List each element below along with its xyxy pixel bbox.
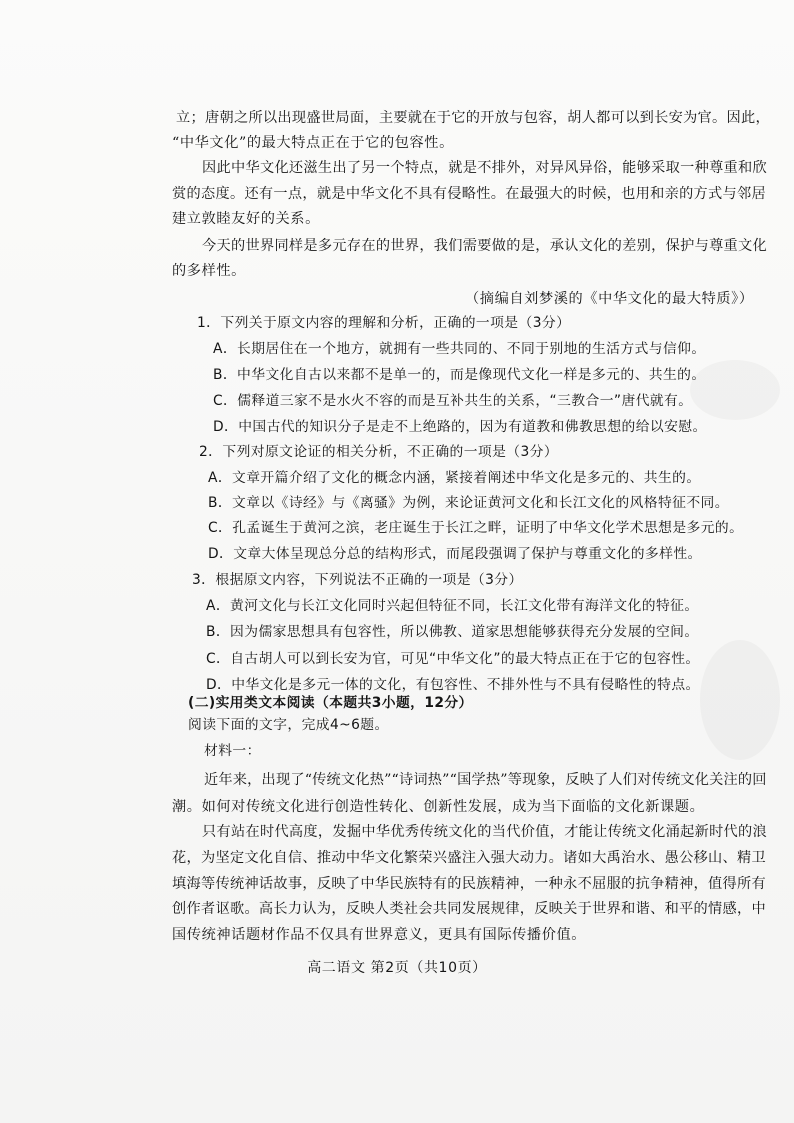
- question-1-stem: 1．下列关于原文内容的理解和分析，正确的一项是（3分）: [197, 315, 571, 331]
- question-3-stem: 3．根据原文内容，下列说法不正确的一项是（3分）: [192, 572, 523, 588]
- section-instruction: 阅读下面的文字，完成4~6题。: [188, 717, 389, 733]
- question-1-option-a: A．长期居住在一个地方，就拥有一些共同的、不同于别地的生活方式与信仰。: [213, 341, 706, 357]
- question-3-option-b: B．因为儒家思想具有包容性，所以佛教、道家思想能够获得充分发展的空间。: [206, 624, 699, 640]
- passage-source: （摘编自刘梦溪的《中华文化的最大特质》）: [465, 291, 754, 307]
- question-2-option-c: C．孔孟诞生于黄河之滨，老庄诞生于长江之畔，证明了中华文化学术思想是多元的。: [208, 520, 744, 536]
- material-line: 潮。如何对传统文化进行创造性转化、创新性发展，成为当下面临的文化新课题。: [172, 799, 705, 815]
- passage-line: 因此中华文化还滋生出了另一个特点，就是不排外，对异风异俗，能够采取一种尊重和欣: [202, 160, 768, 176]
- material-line: 国传统神话题材作品不仅具有世界意义，更具有国际传播价值。: [172, 927, 587, 943]
- passage-line: “中华文化”的最大特点正在于它的包容性。: [172, 135, 454, 151]
- question-3-option-d: D．中华文化是多元一体的文化，有包容性、不排外性与不具有侵略性的特点。: [206, 677, 700, 693]
- page-footer: 高二语文 第2页（共10页）: [307, 960, 487, 976]
- section-heading: (二)实用类文本阅读（本题共3小题，12分）: [188, 695, 473, 711]
- question-2-option-d: D．文章大体呈现总分总的结构形式，而尾段强调了保护与尊重文化的多样性。: [208, 546, 702, 562]
- question-1-option-d: D．中国古代的知识分子是走不上绝路的，因为有道教和佛教思想的给以安慰。: [213, 419, 707, 435]
- material-line: 创作者讴歌。高长力认为，反映人类社会共同发展规律，反映关于世界和谐、和平的情感，中: [172, 901, 766, 917]
- question-1-option-c: C．儒释道三家不是水火不容的而是互补共生的关系，“三教合一”唐代就有。: [213, 393, 693, 409]
- question-3-option-a: A．黄河文化与长江文化同时兴起但特征不同，长江文化带有海洋文化的特征。: [206, 598, 699, 614]
- scan-smudge: [700, 640, 780, 760]
- passage-line: 赏的态度。还有一点，就是中华文化不具有侵略性。在最强大的时候，也用和亲的方式与邻居: [172, 186, 766, 202]
- question-2-stem: 2．下列对原文论证的相关分析，不正确的一项是（3分）: [199, 444, 559, 460]
- material-line: 只有站在时代高度，发掘中华优秀传统文化的当代价值，才能让传统文化涌起新时代的浪: [202, 824, 768, 840]
- material-line: 近年来，出现了“传统文化热”“诗词热”“国学热”等现象，反映了人们对传统文化关注的回: [204, 772, 767, 788]
- question-2-option-b: B．文章以《诗经》与《离骚》为例，来论证黄河文化和长江文化的风格特征不同。: [208, 495, 729, 511]
- passage-line: 今天的世界同样是多元存在的世界，我们需要做的是，承认文化的差别，保护与尊重文化: [202, 238, 768, 254]
- passage-line: 建立敦睦友好的关系。: [172, 211, 320, 227]
- question-3-option-c: C．自古胡人可以到长安为官，可见“中华文化”的最大特点正在于它的包容性。: [206, 651, 700, 667]
- material-line: 花，为坚定文化自信、推动中华文化繁荣兴盛注入强大动力。诸如大禹治水、愚公移山、精卫: [172, 850, 766, 866]
- passage-line: 的多样性。: [172, 263, 246, 279]
- passage-line: 立；唐朝之所以出现盛世局面，主要就在于它的开放与包容，胡人都可以到长安为官。因此，: [176, 110, 770, 126]
- question-2-option-a: A．文章开篇介绍了文化的概念内涵，紧接着阐述中华文化是多元的、共生的。: [208, 470, 701, 486]
- material-line: 填海等传统神话故事，反映了中华民族特有的民族精神，一种永不屈服的抗争精神，值得所有: [172, 876, 766, 892]
- question-1-option-b: B．中华文化自古以来都不是单一的，而是像现代文化一样是多元的、共生的。: [213, 367, 706, 383]
- material-label: 材料一：: [204, 743, 261, 759]
